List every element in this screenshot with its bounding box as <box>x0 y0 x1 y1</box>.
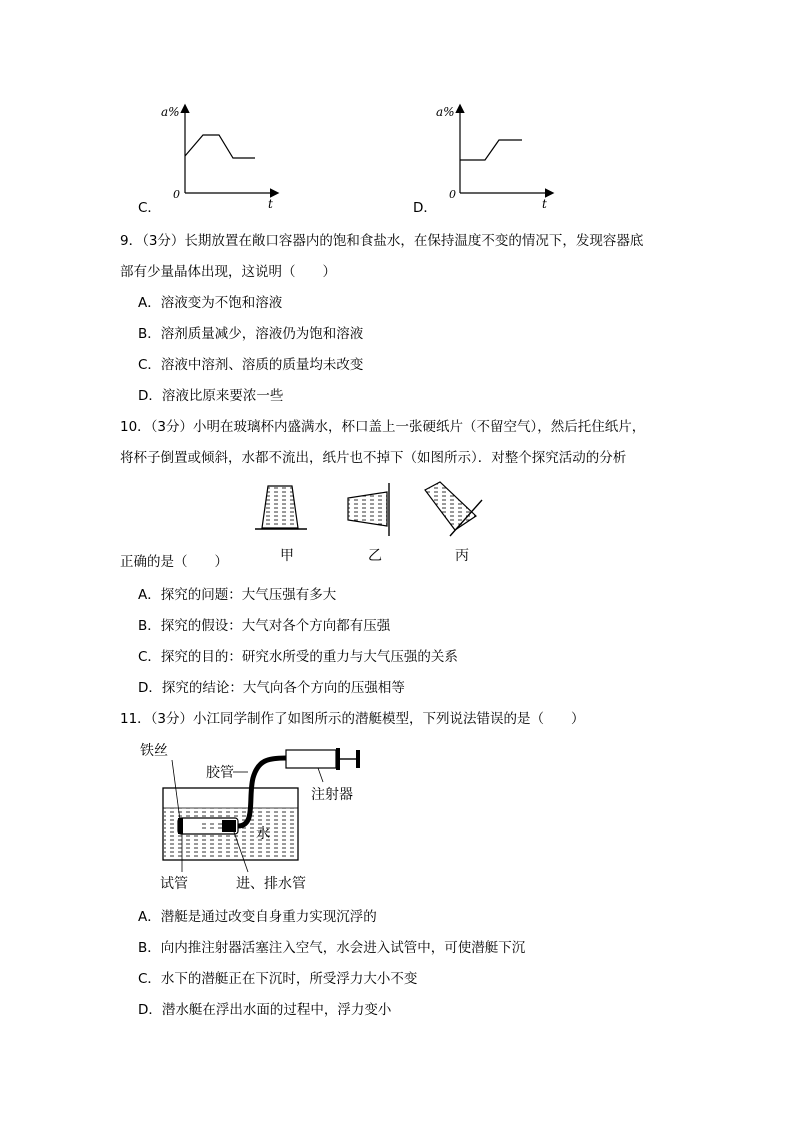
syringe <box>280 748 360 770</box>
q11-stem-line1: 11．（3分）小江同学制作了如图所示的潜艇模型，下列说法错误的是（ ） <box>120 711 585 727</box>
q10-label-yi: 乙 <box>368 548 382 564</box>
q10-option-c: C．探究的目的：研究水所受的重力与大气压强的关系 <box>138 649 458 665</box>
q9-option-b: B．溶剂质量减少，溶液仍为饱和溶液 <box>138 326 364 342</box>
q9-option-a: A．溶液变为不饱和溶液 <box>138 295 283 311</box>
graph-d <box>432 98 562 210</box>
q10-stem-line3: 正确的是（ ） <box>120 554 228 570</box>
q10-option-b: B．探究的假设：大气对各个方向都有压强 <box>138 618 391 634</box>
q10-stem-line2: 将杯子倒置或倾斜，水都不流出，纸片也不掉下（如图所示）．对整个探究活动的分析 <box>120 450 627 466</box>
q11-label-wire: 铁丝 <box>140 743 168 759</box>
graph-d-ylabel: a% <box>436 105 455 119</box>
graph-c-ylabel: a% <box>161 105 180 119</box>
q10-label-bing: 丙 <box>455 548 469 564</box>
q10-stem-line1: 10．（3分）小明在玻璃杯内盛满水，杯口盖上一张硬纸片（不留空气），然后托住纸片， <box>120 419 646 435</box>
q9-option-d: D．溶液比原来要浓一些 <box>138 388 284 404</box>
q11-submarine-figure <box>138 738 378 893</box>
q10-option-d: D．探究的结论：大气向各个方向的压强相等 <box>138 680 405 696</box>
cup-bing <box>425 482 482 536</box>
q10-label-jia: 甲 <box>280 548 294 564</box>
q11-option-b: B．向内推注射器活塞注入空气，水会进入试管中，可使潜艇下沉 <box>138 940 526 956</box>
q11-option-a: A．潜艇是通过改变自身重力实现沉浮的 <box>138 909 377 925</box>
graph-c <box>155 98 285 210</box>
q10-option-a: A．探究的问题：大气压强有多大 <box>138 587 337 603</box>
q11-label-test-tube: 试管 <box>160 876 188 892</box>
q9-option-c: C．溶液中溶剂、溶质的质量均未改变 <box>138 357 364 373</box>
q11-option-c: C．水下的潜艇正在下沉时，所受浮力大小不变 <box>138 971 418 987</box>
graph-c-curve <box>185 135 255 158</box>
q11-label-in-out-tube: 进、排水管 <box>236 876 306 892</box>
cup-jia <box>255 486 307 529</box>
q11-option-d: D．潜水艇在浮出水面的过程中，浮力变小 <box>138 1002 392 1018</box>
q11-label-hose: 胶管 <box>206 765 234 781</box>
cup-yi <box>348 483 389 536</box>
graph-c-xlabel: t <box>268 197 273 210</box>
q9-stem-line1: 9．（3分）长期放置在敞口容器内的饱和食盐水，在保持温度不变的情况下，发现容器底 <box>120 233 644 249</box>
q10-cups-figure <box>250 478 510 538</box>
graph-d-curve <box>460 140 522 160</box>
q11-label-syringe: 注射器 <box>311 787 353 803</box>
graph-d-xlabel: t <box>542 197 547 210</box>
q11-label-water: 水 <box>256 826 270 842</box>
q9-stem-line2: 部有少量晶体出现，这说明（ ） <box>120 264 336 280</box>
graph-c-option-label: C． <box>138 200 161 216</box>
graph-d-origin: 0 <box>449 188 456 201</box>
graph-d-option-label: D． <box>413 200 437 216</box>
graph-c-origin: 0 <box>173 188 180 201</box>
test-tube <box>178 818 238 834</box>
